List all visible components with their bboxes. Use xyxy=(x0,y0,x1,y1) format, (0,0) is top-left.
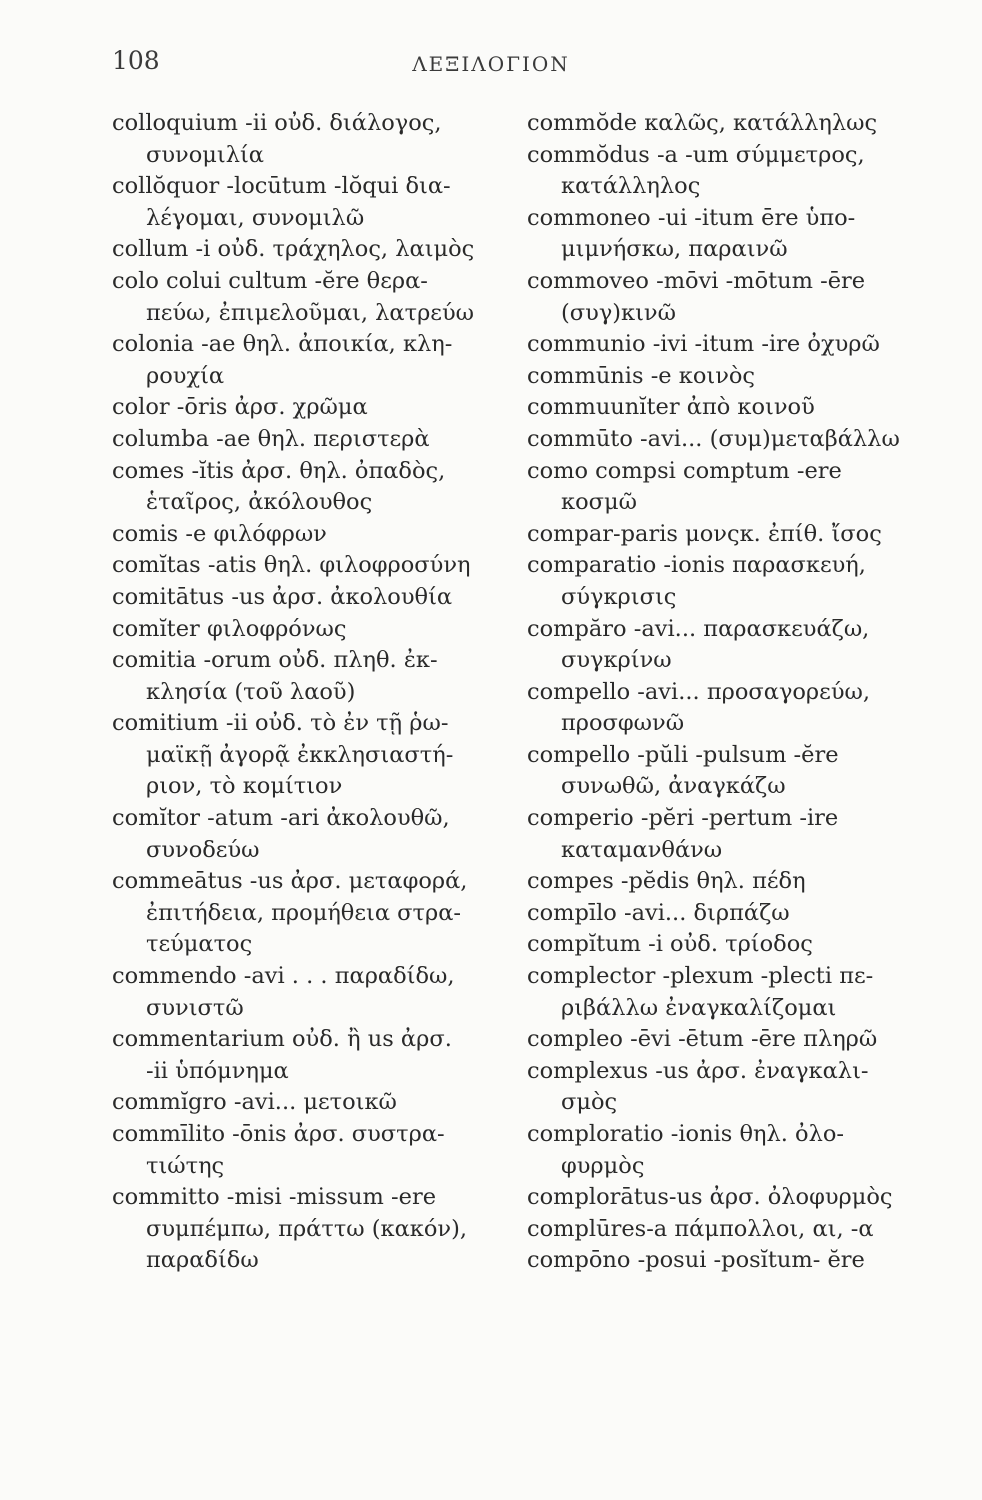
left-column xyxy=(112,108,512,1277)
entry-continuation-line: κοσμῶ xyxy=(561,489,637,516)
entry-line: comĭtas -atis θηλ. φιλοφροσύνη xyxy=(112,552,471,579)
entry-continuation-line: (συγ)κινῶ xyxy=(561,299,676,326)
entry-line: complexus -us ἀρσ. ἐναγκαλι- xyxy=(527,1057,869,1084)
entry-line: commĭgro -avi... μετοικῶ xyxy=(112,1089,397,1116)
entry-line: commŏde καλῶς, κατάλληλως xyxy=(527,110,878,136)
entry-continuation-line: φυρμὸς xyxy=(561,1152,645,1179)
entry-continuation-line: συμπέμπω, πράττω (κακόν), xyxy=(146,1215,468,1242)
entry-line: commeātus -us ἀρσ. μεταφορά, xyxy=(112,868,468,895)
entry-continuation-line: ριβάλλω ἐναγκαλίζομαι xyxy=(561,994,837,1021)
entry-line: comploratio -ionis θηλ. ὀλο- xyxy=(527,1121,845,1147)
entry-continuation-line: ἐπιτήδεια, προμήθεια στρα- xyxy=(146,899,461,926)
entry-continuation-line: ρουχία xyxy=(146,362,225,389)
entry-line: commentarium οὐδ. ἢ us ἀρσ. xyxy=(112,1026,452,1053)
running-head-title: ΛΕΞΙΛΟΓΙΟΝ xyxy=(412,52,570,76)
entry-line: comĭter φιλοφρόνως xyxy=(112,615,347,642)
entry-continuation-line: συνοδεύω xyxy=(146,836,260,863)
entry-continuation-line: συγκρίνω xyxy=(561,647,672,674)
entry-continuation-line: συνιστῶ xyxy=(146,994,244,1021)
entry-line: commūnis -e κοινὸς xyxy=(527,362,756,389)
entry-continuation-line: συνομιλία xyxy=(146,141,264,168)
entry-line: commuunĭter ἀπὸ κοινοῦ xyxy=(527,394,815,421)
entry-line: complūres-a πάμπολλοι, αι, -α xyxy=(527,1215,874,1242)
entry-line: comes -ĭtis ἀρσ. θηλ. ὀπαδὸς, xyxy=(112,457,446,484)
entry-line: comitātus -us ἀρσ. ἀκολουθία xyxy=(112,583,453,610)
entry-line: compĭtum -i οὐδ. τρίοδος xyxy=(527,931,813,958)
entry-continuation-line: ριον, τὸ κομίτιον xyxy=(146,773,343,800)
entry-line: commoneo -ui -itum ēre ὑπο- xyxy=(527,204,856,231)
entry-continuation-line: καταμανθάνω xyxy=(561,836,723,863)
entry-line: compello -pŭli -pulsum -ĕre xyxy=(527,741,839,768)
entry-line: commoveo -mōvi -mōtum -ēre xyxy=(527,267,866,294)
entry-continuation-line: μιμνήσκω, παραινῶ xyxy=(561,236,788,263)
entry-line: complector -plexum -plecti πε- xyxy=(527,963,874,990)
entry-line: compes -pĕdis θηλ. πέδη xyxy=(527,868,806,895)
entry-line: complorātus-us ἀρσ. ὀλοφυρμὸς xyxy=(527,1184,893,1211)
entry-line: commendo -avi . . . παραδίδω, xyxy=(112,963,455,990)
entry-line: compleo -ēvi -ētum -ēre πληρῶ xyxy=(527,1026,878,1053)
entry-line: comĭtor -atum -ari ἀκολουθῶ, xyxy=(112,805,450,832)
entry-line: colloquium -ii οὐδ. διάλογος, xyxy=(112,110,442,136)
page-number: 108 xyxy=(112,46,160,75)
entry-line: colo colui cultum -ĕre θερα- xyxy=(112,267,428,294)
entry-line: compăro -avi... παρασκευάζω, xyxy=(527,615,870,642)
entry-line: compar-paris μονςκ. ἐπίθ. ἴσος xyxy=(527,520,882,547)
entry-line: comparatio -ionis παρασκευή, xyxy=(527,552,866,579)
entry-continuation-line: κατάλληλος xyxy=(561,173,701,200)
entry-continuation-line: κλησία (τοῦ λαοῦ) xyxy=(146,678,356,705)
entry-line: commīlito -ōnis ἀρσ. συστρα- xyxy=(112,1121,445,1147)
entry-line: comis -e φιλόφρων xyxy=(112,520,327,547)
entry-line: communio -ivi -itum -ire ὀχυρῶ xyxy=(527,331,880,358)
entry-line: comperio -pĕri -pertum -ire xyxy=(527,805,839,832)
entry-continuation-line: ἑταῖρος, ἀκόλουθος xyxy=(146,489,373,516)
entry-continuation-line: τιώτης xyxy=(146,1152,225,1179)
entry-continuation-line: σμὸς xyxy=(561,1089,618,1116)
entry-continuation-line: πεύω, ἐπιμελοῦμαι, λατρεύω xyxy=(146,299,474,326)
entry-line: committo -misi -missum -ere xyxy=(112,1184,437,1211)
entry-line: color -ōris ἀρσ. χρῶμα xyxy=(112,394,368,421)
entry-line: compīlo -avi... διρπάζω xyxy=(527,899,790,926)
entry-line: comitium -ii οὐδ. τὸ ἐν τῇ ῥω- xyxy=(112,710,449,737)
entry-continuation-line: σύγκρισις xyxy=(561,583,677,610)
entry-continuation-line: προσφωνῶ xyxy=(561,710,685,737)
entry-continuation-line: παραδίδω xyxy=(146,1247,259,1274)
entry-line: collum -i οὐδ. τράχηλος, λαιμὸς xyxy=(112,236,475,263)
entry-line: columba -ae θηλ. περιστερὰ xyxy=(112,425,430,452)
entry-line: comitia -orum οὐδ. πληθ. ἐκ- xyxy=(112,647,438,674)
entry-continuation-line: συνωθῶ, ἀναγκάζω xyxy=(561,773,786,800)
entry-line: commūto -avi... (συμ)μεταβάλλω xyxy=(527,425,900,452)
entry-line: colonia -ae θηλ. ἀποικία, κλη- xyxy=(112,331,453,358)
entry-line: compōno -posui -posĭtum- ĕre xyxy=(527,1247,865,1274)
entry-continuation-line: -ii ὑπόμνημα xyxy=(146,1057,289,1084)
entry-continuation-line: λέγομαι, συνομιλῶ xyxy=(146,204,365,231)
entry-continuation-line: μαϊκῇ ἀγορᾷ ἐκκλησιαστή- xyxy=(146,741,454,768)
entry-line: compello -avi... προσαγορεύω, xyxy=(527,678,870,705)
entry-line: como compsi comptum -ere xyxy=(527,457,842,484)
entry-line: collŏquor -locūtum -lŏqui δια- xyxy=(112,173,451,200)
entry-continuation-line: τεύματος xyxy=(146,931,253,958)
right-column xyxy=(527,108,927,1277)
entry-line: commŏdus -a -um σύμμετρος, xyxy=(527,141,865,168)
